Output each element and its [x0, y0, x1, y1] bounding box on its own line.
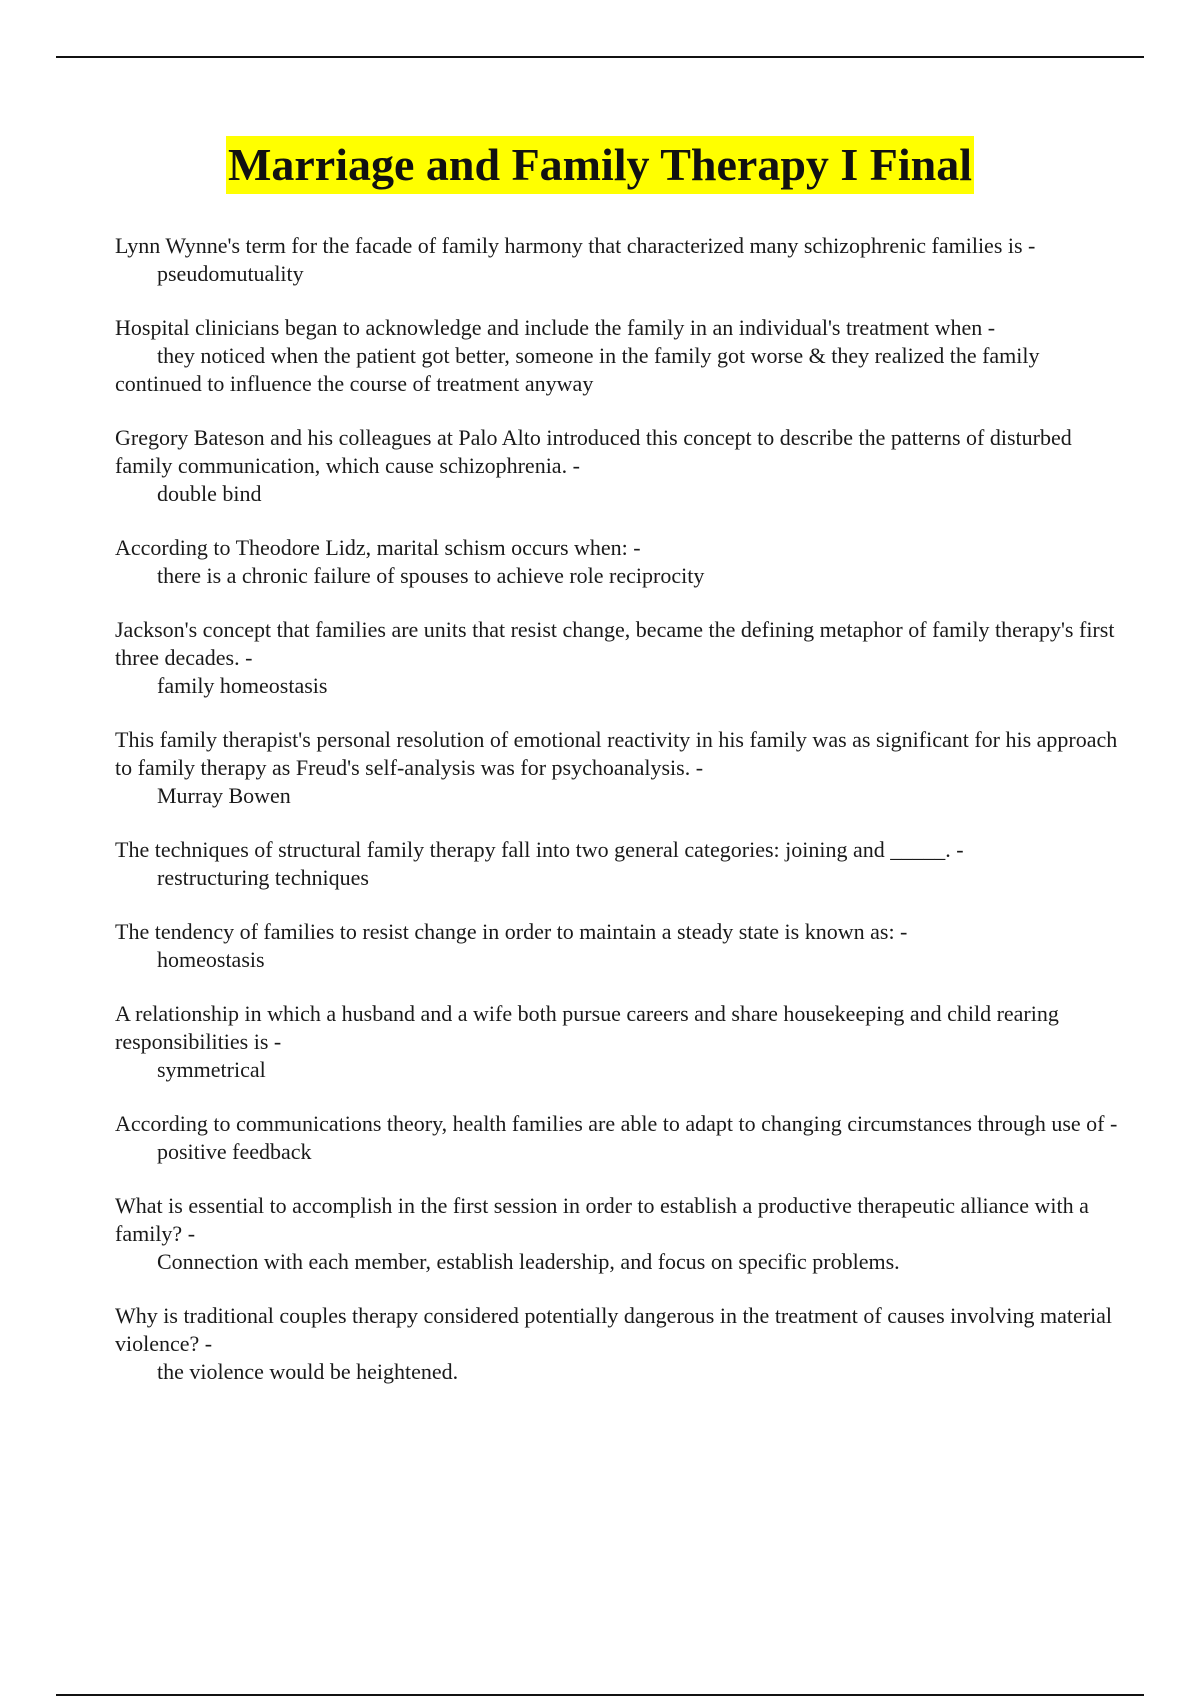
top-rule	[56, 56, 1144, 58]
qa-item	[115, 616, 1125, 700]
qa-item	[115, 836, 1125, 892]
qa-item	[115, 1000, 1125, 1084]
answer-text: the violence would be heightened.	[157, 1359, 459, 1384]
question-text: This family therapist's personal resolution of emotional reactivity in his family was as significant for his approach to family therapy as Freud's self-analysis was for psychoanalysis. -	[115, 727, 1118, 780]
question-text: Why is traditional couples therapy considered potentially dangerous in the treatment of causes involving material violence? -	[115, 1303, 1113, 1356]
question-text: Jackson's concept that families are units that resist change, became the defining metaphor of family therapy's first three decades. -	[115, 617, 1115, 670]
qa-list	[115, 232, 1125, 1412]
page-title: Marriage and Family Therapy I Final	[226, 136, 974, 194]
answer-text: double bind	[157, 481, 262, 506]
question-text: What is essential to accomplish in the first session in order to establish a productive therapeutic alliance with a family? -	[115, 1193, 1089, 1246]
qa-item	[115, 726, 1125, 810]
answer-text: they noticed when the patient got better, someone in the family got worse & they realized the family continued to influence the course of treatment anyway	[115, 343, 1040, 396]
qa-item	[115, 1302, 1125, 1386]
qa-item	[115, 1192, 1125, 1276]
qa-item	[115, 424, 1125, 508]
answer-text: pseudomutuality	[157, 261, 304, 286]
qa-item	[115, 314, 1125, 398]
question-text: Hospital clinicians began to acknowledge and include the family in an individual's treatment when -	[115, 315, 996, 340]
answer-text: symmetrical	[157, 1057, 266, 1082]
title-block	[0, 136, 1200, 194]
answer-text: homeostasis	[157, 947, 265, 972]
answer-text: restructuring techniques	[157, 865, 369, 890]
bottom-rule	[56, 1694, 1144, 1696]
question-text: According to communications theory, health families are able to adapt to changing circumstances through use of -	[115, 1111, 1118, 1136]
qa-item	[115, 534, 1125, 590]
answer-text: positive feedback	[157, 1139, 312, 1164]
question-text: Gregory Bateson and his colleagues at Palo Alto introduced this concept to describe the patterns of disturbed family communication, which cause schizophrenia. -	[115, 425, 1072, 478]
question-text: A relationship in which a husband and a wife both pursue careers and share housekeeping and child rearing responsibilities is -	[115, 1001, 1059, 1054]
answer-text: Murray Bowen	[157, 783, 291, 808]
qa-item	[115, 1110, 1125, 1166]
answer-text: Connection with each member, establish leadership, and focus on specific problems.	[157, 1249, 900, 1274]
qa-item	[115, 232, 1125, 288]
answer-text: family homeostasis	[157, 673, 328, 698]
question-text: The techniques of structural family therapy fall into two general categories: joining and _____. -	[115, 837, 964, 862]
question-text: Lynn Wynne's term for the facade of family harmony that characterized many schizophrenic families is -	[115, 233, 1036, 258]
qa-item	[115, 918, 1125, 974]
question-text: The tendency of families to resist change in order to maintain a steady state is known as: -	[115, 919, 908, 944]
answer-text: there is a chronic failure of spouses to achieve role reciprocity	[157, 563, 705, 588]
question-text: According to Theodore Lidz, marital schism occurs when: -	[115, 535, 641, 560]
